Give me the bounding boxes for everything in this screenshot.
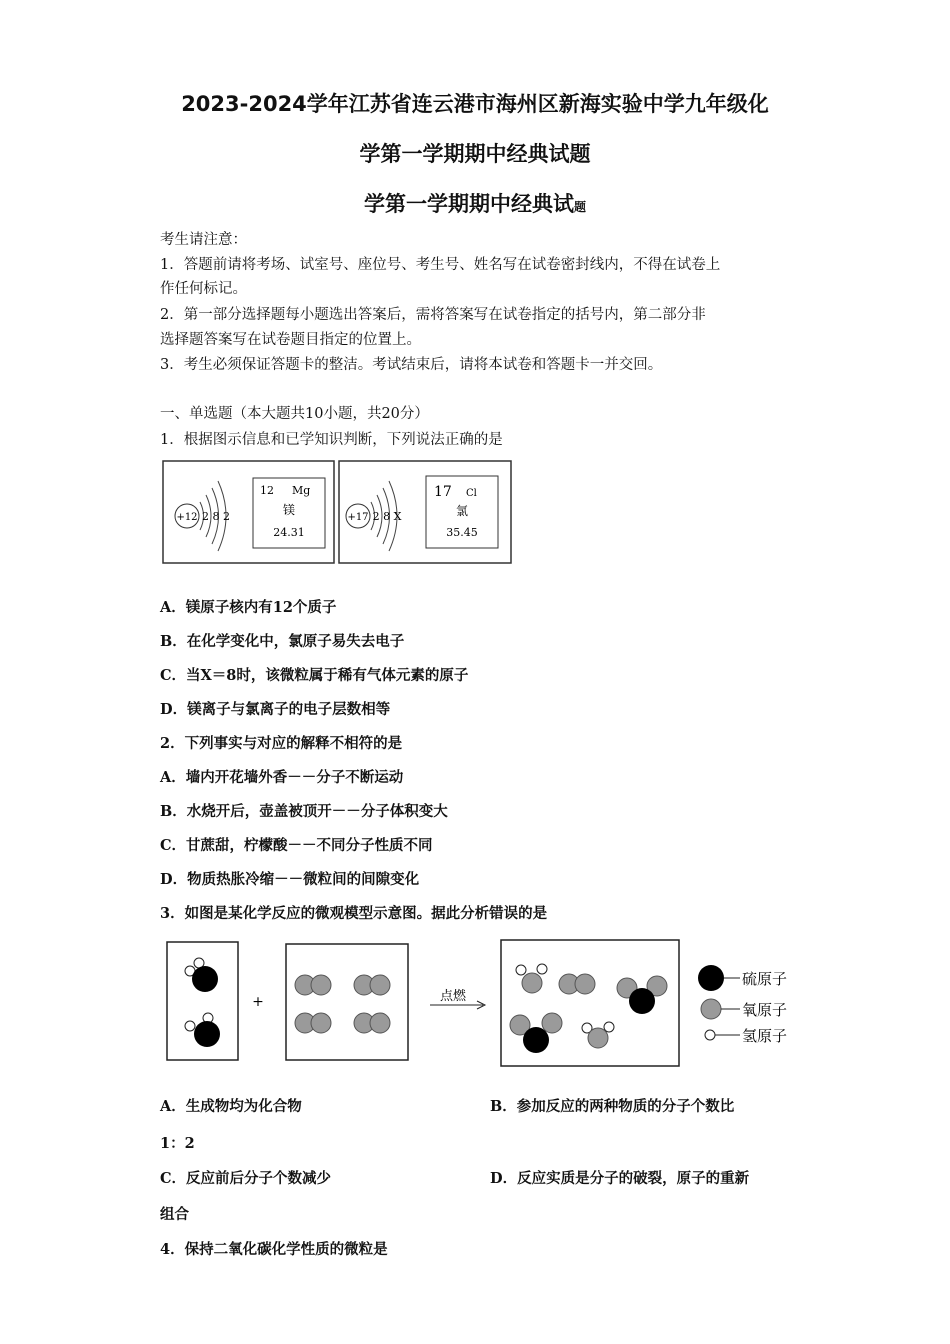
q3-option-b-continued: 1：2 — [160, 1135, 195, 1152]
cl-shell-electrons: 2 8 X — [372, 510, 402, 523]
exam-title-line1: 2023-2024学年江苏省连云港市海州区新海实验中学九年级化 — [181, 92, 769, 116]
oxygen-atom — [311, 975, 331, 995]
legend-sulfur-atom — [698, 965, 724, 991]
exam-title-line3-small: 题 — [573, 200, 586, 214]
plus-sign: + — [252, 994, 264, 1010]
cl-name: 氯 — [455, 504, 469, 518]
sulfur-atom — [629, 988, 655, 1014]
q3-option-d: D．反应实质是分子的破裂，原子的重新 — [490, 1170, 750, 1187]
q1-option-b: B．在化学变化中，氯原子易失去电子 — [160, 633, 405, 650]
cl-atomic-number: 17 — [434, 484, 452, 500]
legend-oxygen-atom — [701, 999, 721, 1019]
q3-figure — [165, 938, 805, 1074]
mg-symbol: Mg — [292, 484, 311, 497]
sulfur-atom — [194, 1021, 220, 1047]
hydrogen-atom — [604, 1022, 614, 1032]
legend-hydrogen-label: 氢原子 — [742, 1027, 788, 1045]
arrow-label: 点燃 — [439, 989, 467, 1004]
oxygen-atom — [370, 975, 390, 995]
mg-atomic-number: 12 — [260, 484, 274, 497]
mg-atomic-mass: 24.31 — [273, 526, 305, 539]
q2-option-a: A．墙内开花墙外香－－分子不断运动 — [160, 769, 404, 786]
q3-stem: 3．如图是某化学反应的微观模型示意图。据此分析错误的是 — [160, 905, 548, 922]
mg-shell-electrons: 2 8 2 — [202, 510, 230, 523]
reaction-diagram — [165, 938, 805, 1070]
section-heading: 一、单选题（本大题共10小题，共20分） — [160, 406, 429, 422]
q3-option-c: C．反应前后分子个数减少 — [160, 1170, 332, 1187]
oxygen-atom — [575, 974, 595, 994]
notice-line: 选择题答案写在试卷题目指定的位置上。 — [160, 332, 421, 348]
q2-option-b: B．水烧开后，壶盖被顶开－－分子体积变大 — [160, 803, 448, 820]
notice-line: 作任何标记。 — [160, 281, 247, 297]
legend-oxygen-label: 氧原子 — [742, 1001, 788, 1019]
sulfur-atom — [192, 966, 218, 992]
q1-stem: 1．根据图示信息和已学知识判断，下列说法正确的是 — [160, 432, 503, 448]
atom-diagram — [162, 460, 514, 566]
q4-stem: 4．保持二氧化碳化学性质的微粒是 — [160, 1241, 388, 1258]
legend-sulfur-label: 硫原子 — [742, 970, 788, 988]
mg-nucleus-label: +12 — [176, 512, 198, 523]
q3-option-b: B．参加反应的两种物质的分子个数比 — [490, 1098, 735, 1115]
sulfur-atom — [523, 1027, 549, 1053]
q1-figure — [162, 460, 514, 570]
notice-heading: 考生请注意： — [160, 232, 247, 248]
q1-option-c: C．当X＝8时，该微粒属于稀有气体元素的原子 — [160, 667, 469, 684]
q2-option-c: C．甘蔗甜，柠檬酸－－不同分子性质不同 — [160, 837, 433, 854]
hydrogen-atom — [537, 964, 547, 974]
q2-option-d: D．物质热胀冷缩－－微粒间的间隙变化 — [160, 871, 420, 888]
notice-line: 1．答题前请将考场、试室号、座位号、考生号、姓名写在试卷密封线内，不得在试卷上 — [160, 257, 721, 273]
exam-title-line3-main: 学第一学期期中经典试 — [363, 192, 574, 216]
notice-line: 2．第一部分选择题每小题选出答案后，需将答案写在试卷指定的括号内，第二部分非 — [160, 307, 706, 323]
exam-title-line2: 学第一学期期中经典试题 — [359, 142, 591, 166]
exam-title-line3 — [0, 188, 950, 218]
mg-name: 镁 — [282, 503, 296, 517]
legend-hydrogen-atom — [705, 1030, 715, 1040]
cl-symbol: Cl — [466, 488, 477, 499]
q2-stem: 2．下列事实与对应的解释不相符的是 — [160, 735, 403, 752]
hydrogen-atom — [185, 1021, 195, 1031]
reactant-box-2 — [286, 944, 408, 1060]
q3-option-d-continued: 组合 — [160, 1206, 189, 1223]
cl-atomic-mass: 35.45 — [446, 526, 478, 539]
hydrogen-atom — [516, 965, 526, 975]
q1-option-d: D．镁离子与氯离子的电子层数相等 — [160, 701, 391, 718]
q1-option-a: A．镁原子核内有12个质子 — [160, 599, 337, 616]
oxygen-atom — [542, 1013, 562, 1033]
notice-line: 3．考生必须保证答题卡的整洁。考试结束后，请将本试卷和答题卡一并交回。 — [160, 357, 663, 373]
oxygen-atom — [588, 1028, 608, 1048]
oxygen-atom — [522, 973, 542, 993]
oxygen-atom — [370, 1013, 390, 1033]
cl-nucleus-label: +17 — [347, 512, 369, 523]
q3-option-a: A．生成物均为化合物 — [160, 1098, 302, 1115]
oxygen-atom — [311, 1013, 331, 1033]
